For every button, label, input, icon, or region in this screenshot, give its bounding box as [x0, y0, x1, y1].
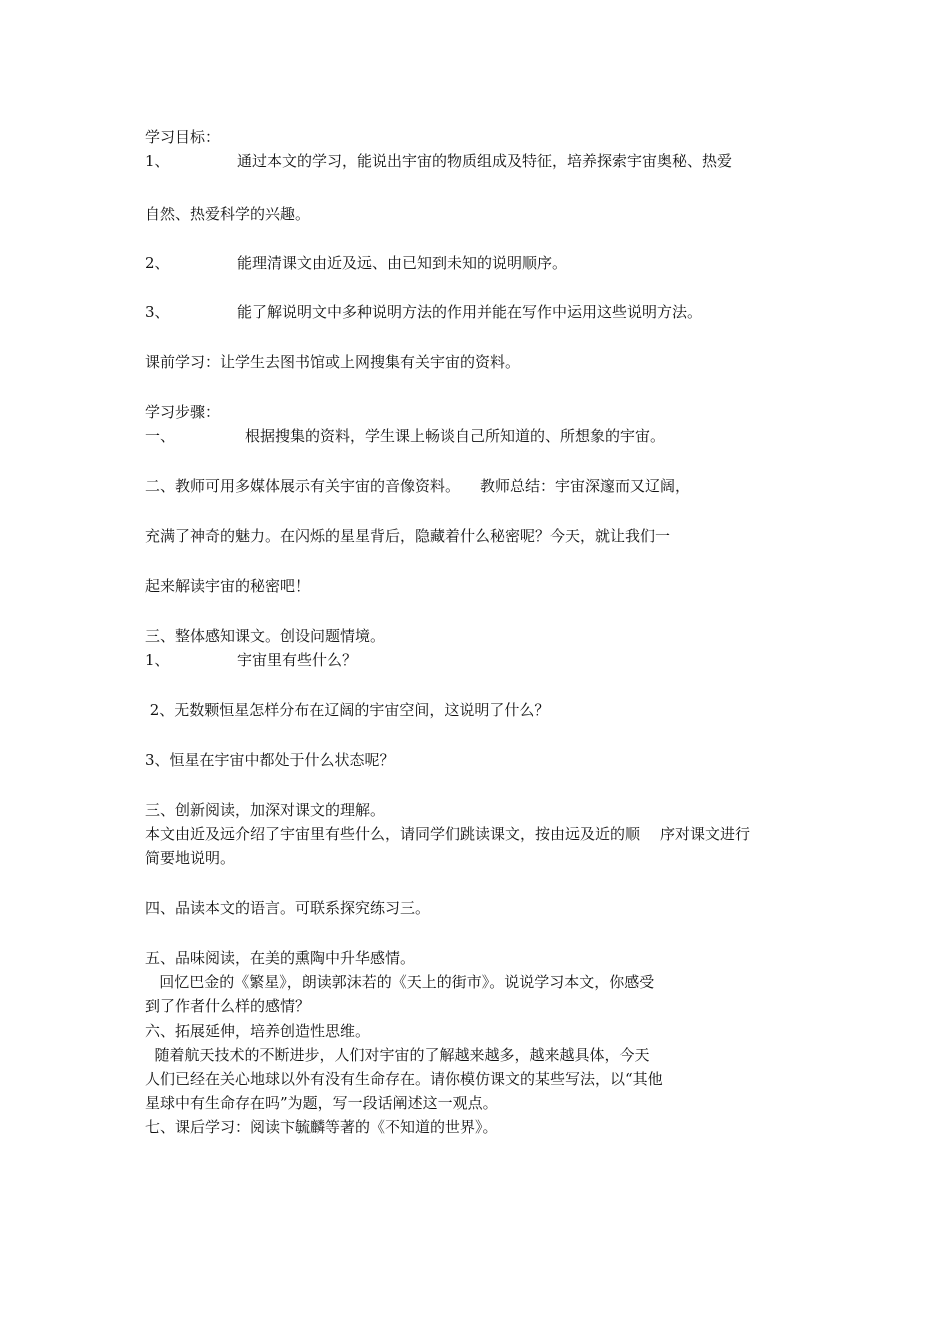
step-5-text: 回忆巴金的《繁星》，朗读郭沫若的《天上的街市》。说说学习本文，你感受: [145, 973, 655, 991]
step-5-continued: 到了作者什么样的感情？: [145, 997, 311, 1015]
goal-2-number: 2、: [145, 254, 170, 272]
step-1-text: 根据搜集的资料，学生课上畅谈自己所知道的、所想象的宇宙。: [245, 427, 666, 445]
step-1: [145, 426, 665, 446]
step-2: [145, 476, 690, 496]
step-3b-text-a: 本文由近及远介绍了宇宙里有些什么，请同学们跳读课文，按由远及近的顺: [145, 825, 641, 843]
goals-heading: 学习目标：: [145, 128, 221, 146]
step-6-heading: 六、拓展延伸，培养创造性思维。: [145, 1022, 371, 1040]
step-1-number: 一、: [145, 427, 176, 445]
goal-3-number: 3、: [145, 303, 170, 321]
question-1-text: 宇宙里有些什么？: [237, 651, 358, 669]
step-5-heading: 五、品味阅读，在美的熏陶中升华感情。: [145, 949, 416, 967]
goal-2-text: 能理清课文由近及远、由已知到未知的说明顺序。: [237, 254, 568, 272]
goal-1-number: 1、: [145, 152, 170, 170]
step-3-heading: 三、整体感知课文。创设问题情境。: [145, 627, 386, 645]
prestudy-text: 课前学习：让学生去图书馆或上网搜集有关宇宙的资料。: [145, 353, 521, 371]
goal-3-text: 能了解说明文中多种说明方法的作用并能在写作中运用这些说明方法。: [237, 303, 703, 321]
goal-1-text: 通过本文的学习，能说出宇宙的物质组成及特征，培养探索宇宙奥秘、热爱: [237, 152, 733, 170]
step-2-text-a: 二、教师可用多媒体展示有关宇宙的音像资料。: [145, 477, 461, 495]
step-6-text: 随着航天技术的不断进步，人们对宇宙的了解越来越多，越来越具体，今天: [145, 1046, 650, 1064]
goal-2: [145, 253, 567, 273]
step-2-text-b: 教师总结：宇宙深邃而又辽阔，: [480, 477, 691, 495]
question-2: 2、无数颗恒星怎样分布在辽阔的宇宙空间，这说明了什么？: [145, 701, 550, 719]
goal-3: [145, 302, 702, 322]
step-3b-text-b: 序对课文进行: [660, 825, 751, 843]
step-2-continued-1: 充满了神奇的魅力。在闪烁的星星背后，隐藏着什么秘密呢？今天，就让我们一: [145, 527, 671, 545]
step-3b-text: [145, 824, 750, 844]
step-6-continued-2: 星球中有生命存在吗”为题，写一段话阐述这一观点。: [145, 1094, 498, 1112]
goal-1-continued: 自然、热爱科学的兴趣。: [145, 205, 311, 223]
steps-heading: 学习步骤：: [145, 403, 221, 421]
step-2-continued-2: 起来解读宇宙的秘密吧！: [145, 577, 311, 595]
question-1: [145, 650, 357, 670]
question-3: 3、恒星在宇宙中都处于什么状态呢？: [145, 751, 395, 769]
step-6-continued-1: 人们已经在关心地球以外有没有生命存在。请你模仿课文的某些写法，以“其他: [145, 1070, 663, 1088]
goal-1: [145, 151, 732, 171]
step-7: 七、课后学习：阅读卞毓麟等著的《不知道的世界》。: [145, 1118, 498, 1136]
question-1-number: 1、: [145, 651, 170, 669]
step-3b-continued: 简要地说明。: [145, 849, 236, 867]
step-4: 四、品读本文的语言。可联系探究练习三。: [145, 899, 431, 917]
step-3b-heading: 三、创新阅读，加深对课文的理解。: [145, 801, 386, 819]
